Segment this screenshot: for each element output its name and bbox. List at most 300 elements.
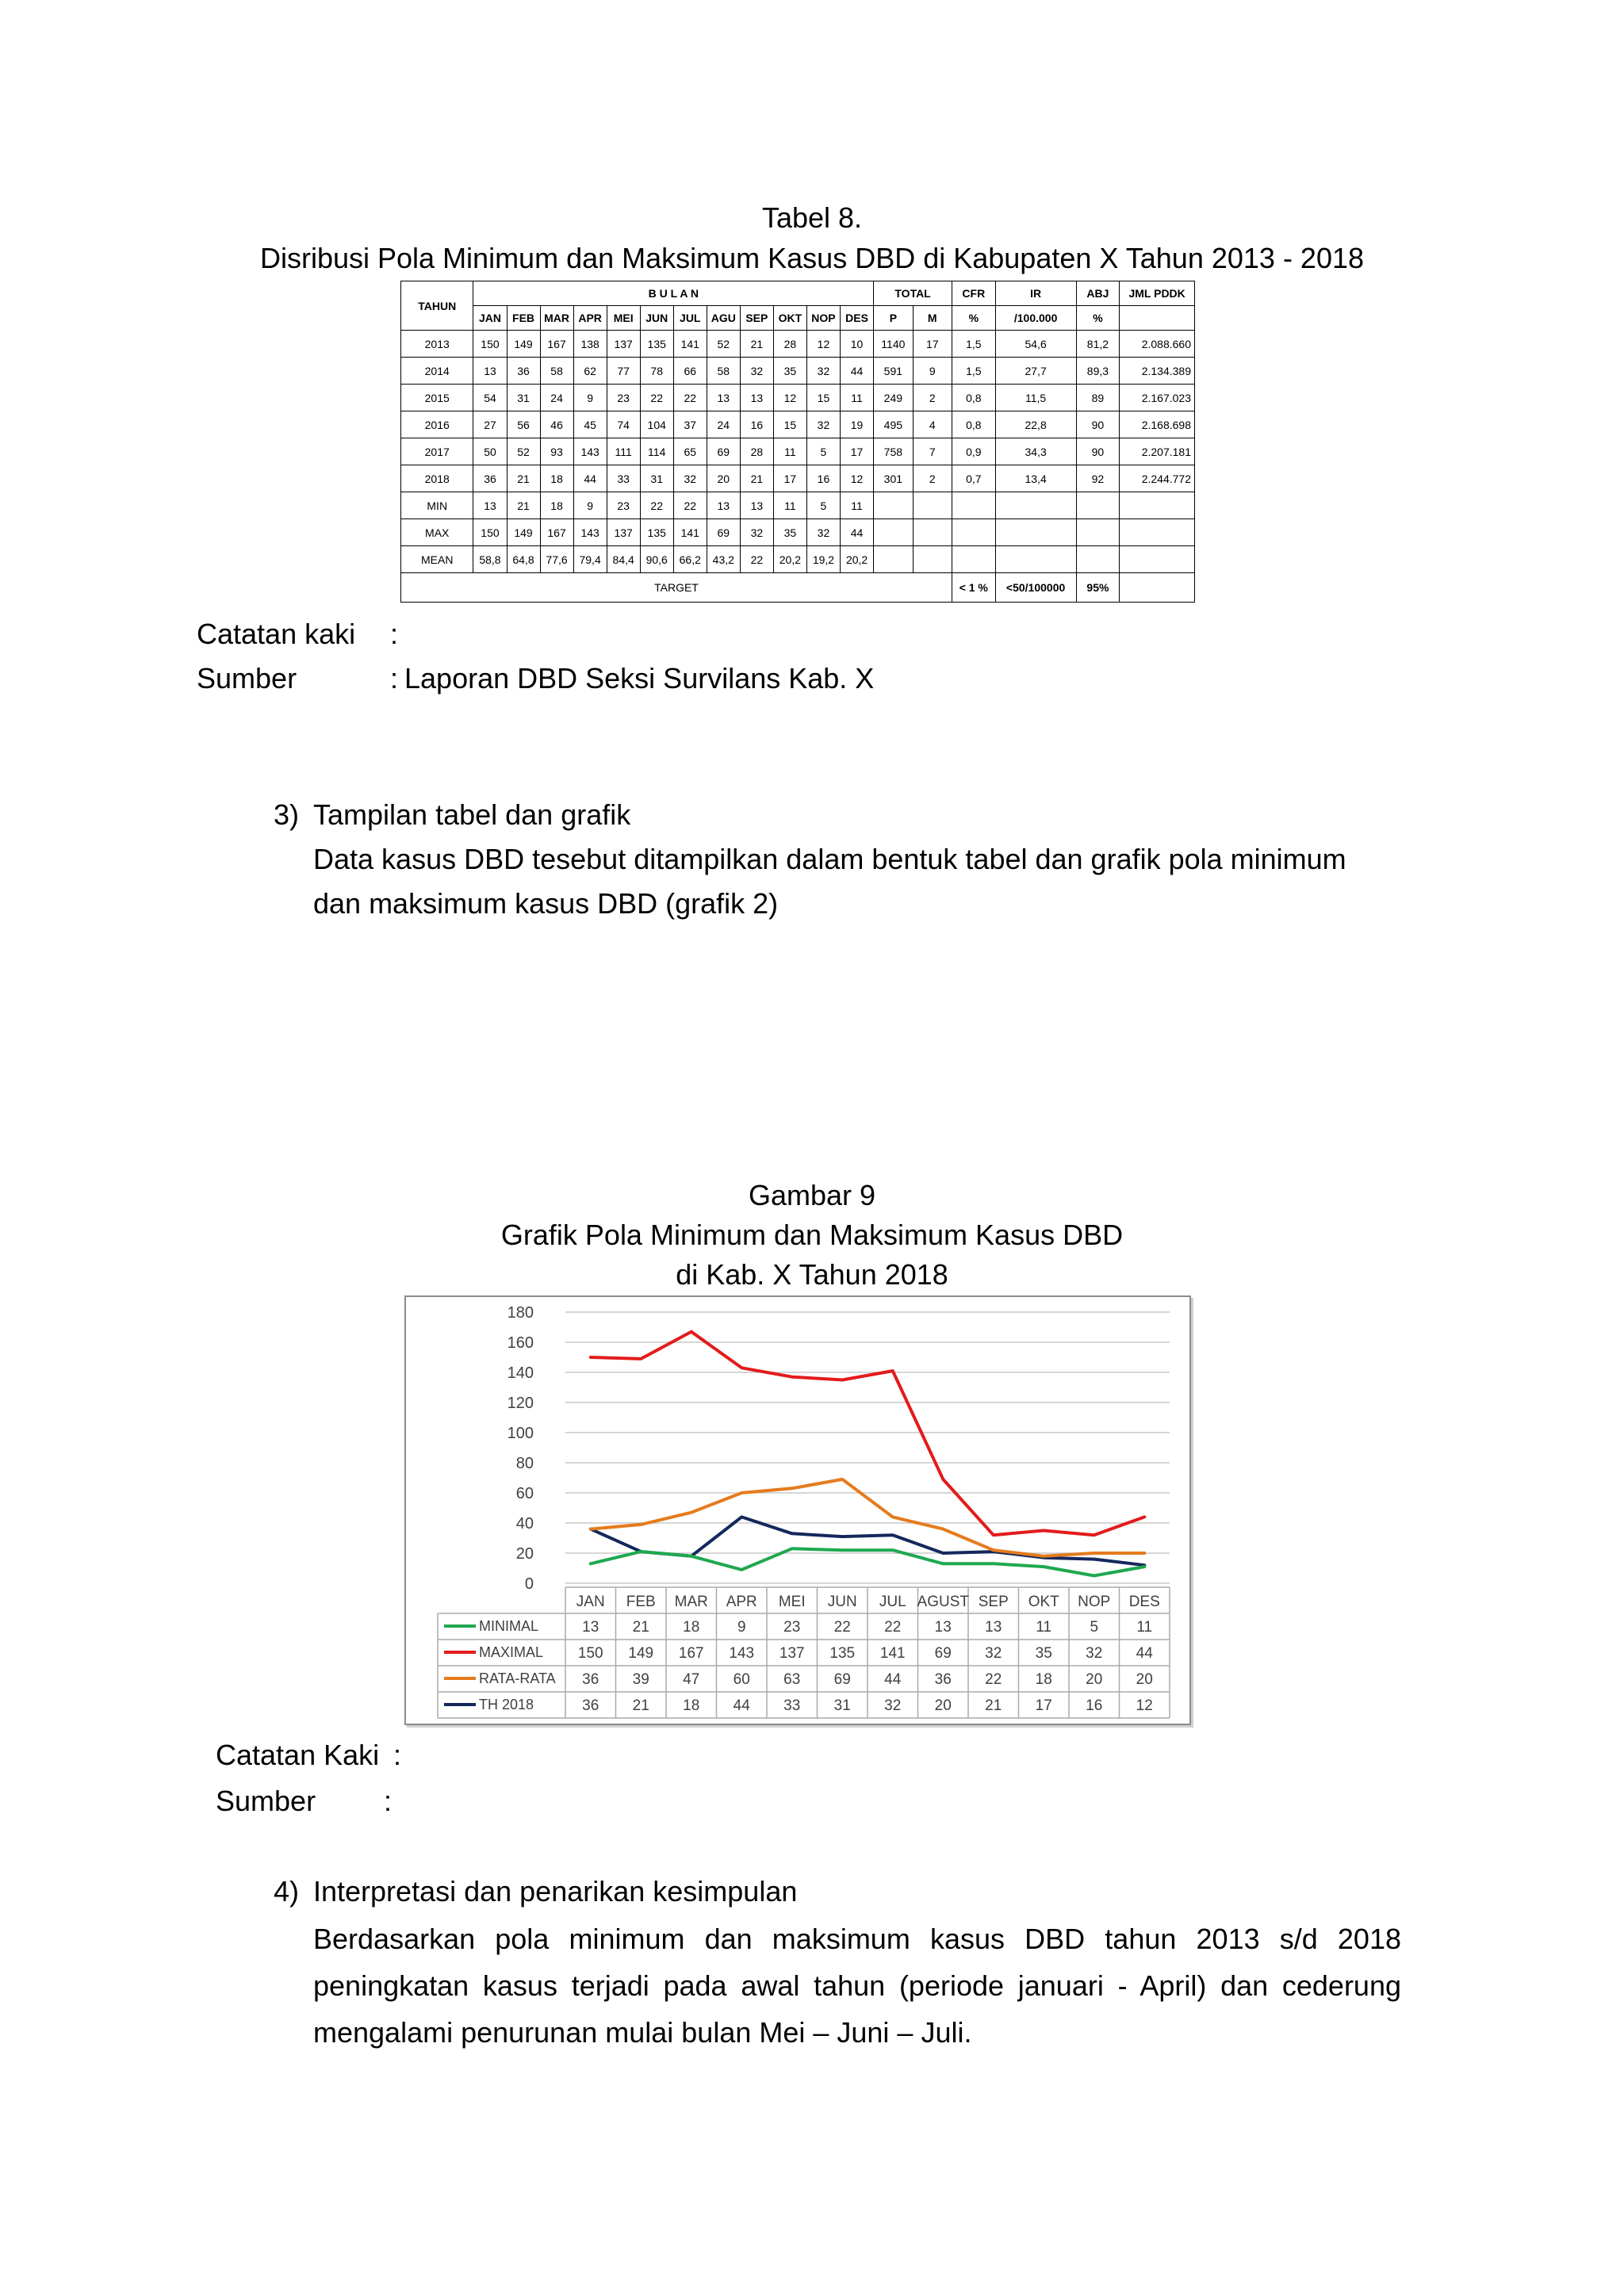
data-label: 137: [779, 1645, 805, 1662]
legend-label: RATA-RATA: [479, 1670, 556, 1686]
jml-pddk-cell: 2.244.772: [1120, 465, 1195, 492]
stat-value-cell: 64,8: [507, 546, 540, 573]
total-p-cell: 591: [874, 358, 913, 385]
data-label: 135: [829, 1645, 856, 1662]
data-label: 18: [1035, 1671, 1052, 1688]
header-jml-pddk: JML PDDK: [1120, 281, 1195, 306]
abj-cell: 90: [1076, 411, 1120, 438]
month-header: JAN: [473, 306, 507, 331]
month-value-cell: 135: [640, 331, 673, 358]
source-value: Laporan DBD Seksi Survilans Kab. X: [404, 662, 875, 695]
jml-pddk-cell: 2.134.389: [1120, 358, 1195, 385]
data-label: 167: [678, 1645, 704, 1662]
month-value-cell: 5: [806, 438, 840, 465]
empty-cell: [913, 519, 952, 546]
abj-cell: 89,3: [1076, 358, 1120, 385]
series-line-th-2018: [591, 1517, 1145, 1565]
data-label: 22: [833, 1619, 851, 1636]
year-cell: 2016: [401, 411, 473, 438]
year-cell: 2013: [401, 331, 473, 358]
empty-cell: [874, 519, 913, 546]
data-label: 69: [833, 1671, 851, 1688]
x-tick-label: JUL: [879, 1594, 906, 1610]
table-row: [401, 438, 1195, 465]
abj-cell: 92: [1076, 465, 1120, 492]
stat-value-cell: 143: [573, 519, 607, 546]
month-value-cell: 15: [806, 385, 840, 411]
data-label: 143: [729, 1645, 755, 1662]
source-separator: :: [390, 662, 399, 695]
legend-label: MINIMAL: [479, 1618, 539, 1634]
series-line-rata-rata: [591, 1479, 1145, 1556]
x-tick-label: DES: [1128, 1594, 1160, 1610]
data-label: 20: [1086, 1671, 1103, 1688]
header-tahun: TAHUN: [401, 281, 473, 331]
stat-value-cell: 11: [773, 492, 806, 519]
header-ir: IR: [995, 281, 1076, 306]
month-value-cell: 32: [806, 358, 840, 385]
footnote-label: Catatan kaki: [197, 618, 356, 650]
row-label-cell: MEAN: [401, 546, 473, 573]
data-label: 69: [934, 1645, 952, 1662]
table-title: Tabel 8.: [761, 201, 863, 234]
stat-value-cell: 22: [673, 492, 707, 519]
data-label: 11: [1136, 1619, 1153, 1636]
month-value-cell: 22: [640, 385, 673, 411]
ir-cell: 11,5: [995, 385, 1076, 411]
data-label: 18: [683, 1697, 700, 1714]
chart-source-label: Sumber: [216, 1785, 316, 1817]
stat-value-cell: 149: [507, 519, 540, 546]
data-label: 150: [577, 1645, 603, 1662]
dbd-data-table: [400, 281, 1195, 603]
x-tick-label: FEB: [626, 1594, 656, 1610]
stat-value-cell: 150: [473, 519, 507, 546]
stat-value-cell: 22: [640, 492, 673, 519]
abj-cell: 81,2: [1076, 331, 1120, 358]
data-label: 141: [879, 1645, 906, 1662]
month-value-cell: 45: [573, 411, 607, 438]
data-label: 21: [632, 1619, 649, 1636]
stat-value-cell: 43,2: [707, 546, 740, 573]
data-label: 63: [783, 1671, 801, 1688]
month-value-cell: 32: [673, 465, 707, 492]
stat-value-cell: 66,2: [673, 546, 707, 573]
jml-pddk-cell: 2.167.023: [1120, 385, 1195, 411]
month-value-cell: 149: [507, 331, 540, 358]
series-line-maximal: [591, 1332, 1145, 1536]
total-p-cell: 301: [874, 465, 913, 492]
month-value-cell: 44: [573, 465, 607, 492]
month-value-cell: 32: [740, 358, 773, 385]
month-value-cell: 78: [640, 358, 673, 385]
section-3-title: Tampilan tabel dan grafik: [313, 798, 631, 831]
stat-value-cell: 20,2: [840, 546, 873, 573]
jml-pddk-cell: 2.088.660: [1120, 331, 1195, 358]
month-value-cell: 36: [507, 358, 540, 385]
y-tick-label: 20: [515, 1545, 534, 1563]
data-label: 32: [1086, 1645, 1103, 1662]
target-cfr-cell: < 1 %: [952, 573, 995, 603]
chart-footnote-label: Catatan Kaki: [216, 1739, 380, 1771]
x-tick-label: JAN: [576, 1594, 605, 1610]
section-4-number: 4): [274, 1875, 300, 1908]
abj-cell: 90: [1076, 438, 1120, 465]
target-label-cell: TARGET: [401, 573, 952, 603]
stat-value-cell: 69: [707, 519, 740, 546]
total-m-cell: 9: [913, 358, 952, 385]
data-label: 47: [683, 1671, 700, 1688]
data-label: 32: [884, 1697, 902, 1714]
y-tick-label: 160: [507, 1334, 534, 1352]
month-value-cell: 143: [573, 438, 607, 465]
chart-footnote-line: [216, 1736, 408, 1774]
target-row: [401, 573, 1195, 603]
month-value-cell: 28: [740, 438, 773, 465]
stat-value-cell: 167: [540, 519, 573, 546]
month-header: MAR: [540, 306, 573, 331]
x-tick-label: OKT: [1028, 1594, 1059, 1610]
month-header: AGU: [707, 306, 740, 331]
data-label: 22: [884, 1619, 902, 1636]
y-tick-label: 120: [507, 1395, 534, 1412]
empty-cell: [995, 546, 1076, 573]
empty-cell: [995, 492, 1076, 519]
chart-source-line: [216, 1782, 398, 1820]
section-4-body: Berdasarkan pola minimum dan maksimum kasus DBD tahun 2013 s/d 2018 peningkatan kasus terjadi pada awal tahun (periode januari - April) dan cederung mengalami penurunan mulai bulan Mei – Juni – Juli.: [313, 1923, 1401, 2049]
month-value-cell: 17: [773, 465, 806, 492]
month-value-cell: 44: [840, 358, 873, 385]
stat-value-cell: 13: [473, 492, 507, 519]
data-label: 12: [1136, 1697, 1153, 1714]
line-chart: [404, 1295, 1191, 1725]
month-value-cell: 22: [673, 385, 707, 411]
month-value-cell: 65: [673, 438, 707, 465]
data-label: 31: [833, 1697, 851, 1714]
total-m-cell: 7: [913, 438, 952, 465]
month-value-cell: 62: [573, 358, 607, 385]
y-tick-label: 180: [507, 1304, 534, 1322]
month-header: MEI: [607, 306, 640, 331]
month-value-cell: 24: [540, 385, 573, 411]
stat-value-cell: 135: [640, 519, 673, 546]
sub-header-ir: /100.000: [995, 306, 1076, 331]
month-value-cell: 167: [540, 331, 573, 358]
data-label: 36: [582, 1671, 599, 1688]
footnote-separator: :: [390, 618, 399, 650]
month-value-cell: 11: [773, 438, 806, 465]
stat-value-cell: 32: [740, 519, 773, 546]
max-row: [401, 519, 1195, 546]
month-value-cell: 150: [473, 331, 507, 358]
stat-value-cell: 79,4: [573, 546, 607, 573]
month-value-cell: 33: [607, 465, 640, 492]
month-value-cell: 36: [473, 465, 507, 492]
empty-cell: [952, 546, 995, 573]
data-label: 35: [1035, 1645, 1052, 1662]
y-tick-label: 140: [507, 1364, 534, 1382]
month-value-cell: 12: [806, 331, 840, 358]
stat-value-cell: 141: [673, 519, 707, 546]
stat-value-cell: 13: [740, 492, 773, 519]
month-header: DES: [840, 306, 873, 331]
year-cell: 2017: [401, 438, 473, 465]
data-label: 39: [632, 1671, 649, 1688]
source-label: Sumber: [197, 662, 297, 695]
data-label: 21: [632, 1697, 649, 1714]
total-p-cell: 249: [874, 385, 913, 411]
year-cell: 2018: [401, 465, 473, 492]
table-row: [401, 465, 1195, 492]
month-value-cell: 18: [540, 465, 573, 492]
abj-cell: 89: [1076, 385, 1120, 411]
empty-cell: [1120, 573, 1195, 603]
month-value-cell: 11: [840, 385, 873, 411]
month-value-cell: 141: [673, 331, 707, 358]
data-label: 36: [582, 1697, 599, 1714]
data-label: 33: [783, 1697, 801, 1714]
month-value-cell: 54: [473, 385, 507, 411]
month-value-cell: 13: [707, 385, 740, 411]
empty-cell: [952, 519, 995, 546]
total-m-cell: 2: [913, 385, 952, 411]
stat-value-cell: 77,6: [540, 546, 573, 573]
data-label: 13: [582, 1619, 599, 1636]
table-subtitle: Disribusi Pola Minimum dan Maksimum Kasus DBD di Kabupaten X Tahun 2013 - 2018: [259, 242, 1365, 274]
month-header: JUL: [673, 306, 707, 331]
total-m-cell: 17: [913, 331, 952, 358]
cfr-cell: 0,8: [952, 385, 995, 411]
header-total: TOTAL: [874, 281, 952, 306]
month-value-cell: 21: [740, 331, 773, 358]
chart-source-separator: :: [384, 1785, 393, 1817]
data-label: 17: [1035, 1697, 1052, 1714]
month-value-cell: 31: [640, 465, 673, 492]
source-line: [197, 660, 874, 698]
data-label: 149: [628, 1645, 654, 1662]
data-label: 44: [733, 1697, 750, 1714]
empty-cell: [952, 492, 995, 519]
month-value-cell: 37: [673, 411, 707, 438]
month-value-cell: 20: [707, 465, 740, 492]
month-value-cell: 10: [840, 331, 873, 358]
stat-value-cell: 84,4: [607, 546, 640, 573]
x-tick-label: MEI: [778, 1594, 806, 1610]
min-row: [401, 492, 1195, 519]
month-header: FEB: [507, 306, 540, 331]
total-p-cell: 758: [874, 438, 913, 465]
data-label: 20: [1136, 1671, 1153, 1688]
data-label: 22: [985, 1671, 1002, 1688]
stat-value-cell: 5: [806, 492, 840, 519]
stat-value-cell: 23: [607, 492, 640, 519]
month-value-cell: 104: [640, 411, 673, 438]
section-3-body: Data kasus DBD tesebut ditampilkan dalam bentuk tabel dan grafik pola minimum dan maksimum kasus DBD (grafik 2): [313, 843, 1346, 920]
data-label: 5: [1090, 1619, 1099, 1636]
month-value-cell: 12: [773, 385, 806, 411]
table-row: [401, 385, 1195, 411]
month-value-cell: 19: [840, 411, 873, 438]
data-label: 21: [985, 1697, 1002, 1714]
month-value-cell: 12: [840, 465, 873, 492]
stat-value-cell: 22: [740, 546, 773, 573]
month-value-cell: 69: [707, 438, 740, 465]
empty-cell: [1120, 492, 1195, 519]
month-value-cell: 58: [707, 358, 740, 385]
month-value-cell: 77: [607, 358, 640, 385]
stat-value-cell: 32: [806, 519, 840, 546]
stat-value-cell: 11: [840, 492, 873, 519]
jml-pddk-cell: 2.207.181: [1120, 438, 1195, 465]
month-header: APR: [573, 306, 607, 331]
section-4-title: Interpretasi dan penarikan kesimpulan: [313, 1875, 798, 1908]
y-tick-label: 80: [515, 1455, 534, 1472]
month-value-cell: 137: [607, 331, 640, 358]
empty-cell: [874, 546, 913, 573]
month-value-cell: 111: [607, 438, 640, 465]
figure-title: Gambar 9: [748, 1179, 876, 1211]
target-ir-cell: <50/100000: [995, 573, 1076, 603]
table-row: [401, 411, 1195, 438]
cfr-cell: 0,8: [952, 411, 995, 438]
month-value-cell: 58: [540, 358, 573, 385]
data-label: 11: [1036, 1619, 1052, 1636]
header-cfr: CFR: [952, 281, 995, 306]
stat-value-cell: 19,2: [806, 546, 840, 573]
stat-value-cell: 20,2: [773, 546, 806, 573]
month-value-cell: 13: [740, 385, 773, 411]
stat-value-cell: 58,8: [473, 546, 507, 573]
data-label: 44: [884, 1671, 902, 1688]
month-value-cell: 32: [806, 411, 840, 438]
sub-header-p: P: [874, 306, 913, 331]
data-label: 60: [733, 1671, 750, 1688]
empty-cell: [913, 546, 952, 573]
month-value-cell: 15: [773, 411, 806, 438]
stat-value-cell: 18: [540, 492, 573, 519]
legend-label: TH 2018: [479, 1697, 534, 1712]
month-header: OKT: [773, 306, 806, 331]
total-m-cell: 4: [913, 411, 952, 438]
x-tick-label: MAR: [674, 1594, 708, 1610]
legend-label: MAXIMAL: [479, 1644, 544, 1660]
empty-cell: [1120, 519, 1195, 546]
data-label: 36: [934, 1671, 952, 1688]
y-tick-label: 40: [515, 1515, 534, 1533]
month-header: SEP: [740, 306, 773, 331]
sub-header-cfr: %: [952, 306, 995, 331]
header-abj: ABJ: [1076, 281, 1120, 306]
section-3-number: 3): [274, 798, 300, 831]
total-p-cell: 1140: [874, 331, 913, 358]
footnote-line: [197, 615, 404, 653]
month-header: NOP: [806, 306, 840, 331]
ir-cell: 13,4: [995, 465, 1076, 492]
month-value-cell: 74: [607, 411, 640, 438]
month-value-cell: 46: [540, 411, 573, 438]
total-m-cell: 2: [913, 465, 952, 492]
month-value-cell: 21: [507, 465, 540, 492]
month-value-cell: 13: [473, 358, 507, 385]
cfr-cell: 0,7: [952, 465, 995, 492]
empty-cell: [1120, 546, 1195, 573]
empty-cell: [1076, 546, 1120, 573]
y-tick-label: 100: [507, 1425, 534, 1442]
figure-subtitle-2: di Kab. X Tahun 2018: [676, 1258, 948, 1291]
table-body: [401, 331, 1195, 603]
x-tick-label: SEP: [978, 1594, 1009, 1610]
year-cell: 2015: [401, 385, 473, 411]
chart-footnote-separator: :: [393, 1739, 402, 1771]
stat-value-cell: 137: [607, 519, 640, 546]
row-label-cell: MAX: [401, 519, 473, 546]
empty-cell: [1076, 492, 1120, 519]
empty-cell: [995, 519, 1076, 546]
month-value-cell: 138: [573, 331, 607, 358]
month-value-cell: 27: [473, 411, 507, 438]
empty-cell: [913, 492, 952, 519]
month-value-cell: 35: [773, 358, 806, 385]
month-value-cell: 9: [573, 385, 607, 411]
month-value-cell: 21: [740, 465, 773, 492]
total-p-cell: 495: [874, 411, 913, 438]
empty-cell: [874, 492, 913, 519]
stat-value-cell: 90,6: [640, 546, 673, 573]
x-tick-label: APR: [726, 1594, 757, 1610]
month-value-cell: 28: [773, 331, 806, 358]
stat-value-cell: 44: [840, 519, 873, 546]
data-label: 23: [783, 1619, 801, 1636]
mean-row: [401, 546, 1195, 573]
month-value-cell: 114: [640, 438, 673, 465]
x-tick-label: NOP: [1078, 1594, 1111, 1610]
month-value-cell: 52: [707, 331, 740, 358]
month-value-cell: 93: [540, 438, 573, 465]
chart-canvas: [406, 1297, 1189, 1724]
month-value-cell: 50: [473, 438, 507, 465]
cfr-cell: 1,5: [952, 358, 995, 385]
sub-header-m: M: [913, 306, 952, 331]
x-tick-label: JUN: [827, 1594, 857, 1610]
month-value-cell: 56: [507, 411, 540, 438]
y-tick-label: 0: [524, 1575, 534, 1593]
jml-pddk-cell: 2.168.698: [1120, 411, 1195, 438]
table-row: [401, 331, 1195, 358]
header-bulan: B U L A N: [473, 281, 874, 306]
x-tick-label: AGUST: [917, 1594, 969, 1610]
data-label: 18: [683, 1619, 700, 1636]
data-label: 44: [1136, 1645, 1153, 1662]
data-label: 32: [985, 1645, 1002, 1662]
stat-value-cell: 35: [773, 519, 806, 546]
figure-subtitle: Grafik Pola Minimum dan Maksimum Kasus DBD: [500, 1219, 1124, 1251]
month-value-cell: 66: [673, 358, 707, 385]
month-value-cell: 23: [607, 385, 640, 411]
month-value-cell: 16: [740, 411, 773, 438]
year-cell: 2014: [401, 358, 473, 385]
empty-cell: [1076, 519, 1120, 546]
data-label: 13: [985, 1619, 1002, 1636]
month-value-cell: 24: [707, 411, 740, 438]
sub-header-abj: %: [1076, 306, 1120, 331]
sub-header-jml: [1120, 306, 1195, 331]
month-header: JUN: [640, 306, 673, 331]
ir-cell: 34,3: [995, 438, 1076, 465]
ir-cell: 54,6: [995, 331, 1076, 358]
month-value-cell: 31: [507, 385, 540, 411]
data-label: 13: [934, 1619, 952, 1636]
stat-value-cell: 21: [507, 492, 540, 519]
